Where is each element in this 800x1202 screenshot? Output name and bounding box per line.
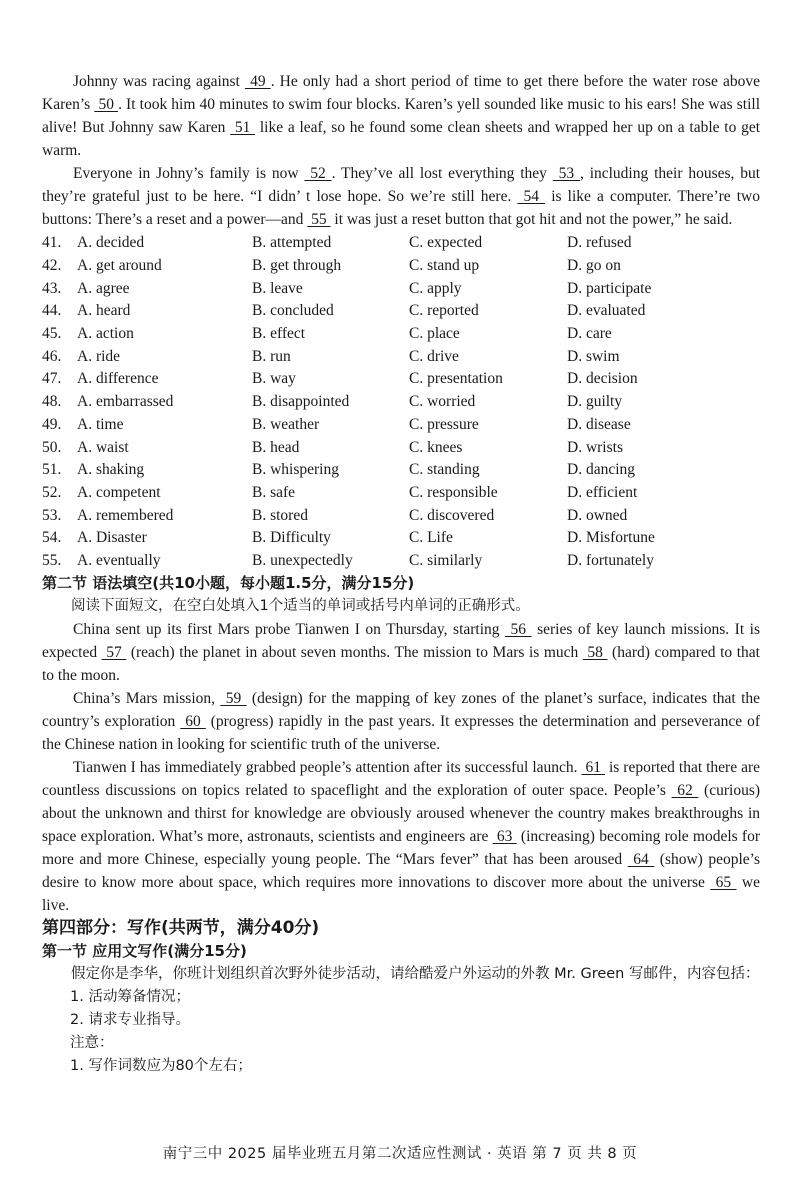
passage-paragraph-family: Everyone in Johny’s family is now 52 . They’ve all lost everything they 53 , including their houses, but they’re grateful just to be here. “I didn’ t lose hope. So we’re still here. 54 is like a computer. There’re two buttons: There’s a reset and a power—and 55 it was just a reset button that got hit and not the power,” he said. [42, 165, 761, 228]
option-d: D. decision [567, 370, 638, 388]
option-a: A. agree [77, 279, 130, 297]
grammar-paragraph-2: China’s Mars mission, 59 (design) for the mapping of key zones of the planet’s surface, indicates that the country’s exploration 60 (progress) rapidly in the past years. It expresses the determination and perseverance of the Chinese nation in looking for scientific truth of the universe. [42, 690, 761, 754]
option-row [42, 300, 757, 323]
option-a: A. time [77, 415, 124, 433]
blank-61: 61 [581, 759, 605, 777]
option-a: A. ride [77, 347, 121, 365]
option-b: B. head [252, 438, 300, 456]
option-b: B. run [252, 347, 291, 365]
option-d: D. go on [567, 257, 621, 275]
option-a: A. get around [77, 257, 162, 275]
question-number: 52. [42, 483, 62, 501]
option-c: C. knees [409, 438, 463, 456]
blank-54: 54 [517, 188, 546, 205]
option-d: D. care [567, 325, 612, 343]
option-row [42, 255, 757, 278]
blank-57: 57 [101, 644, 127, 662]
grammar-paragraph-3: Tianwen I has immediately grabbed people’s attention after its successful launch. 61 is reported that there are countless discussions on topics related to spaceflight and the exploration of outer space. People’s 62 (curious) about the unknown and thirst for knowledge are obviously aroused whenever the country makes breakthroughs in space exploration. What’s more, astronauts, scientists and engineers are 63 (increasing) becoming role models for more and more Chinese, especially young people. The “Mars fever” that has been aroused 64 (show) people’s desire to know more about space, which requires more innovations to discover more about the universe 65 we live. [42, 759, 761, 915]
option-d: D. wrists [567, 438, 623, 456]
option-a: A. difference [77, 370, 159, 388]
page-content [42, 70, 760, 1078]
option-d: D. guilty [567, 393, 623, 411]
question-number: 46. [42, 347, 62, 365]
option-d: D. Misfortune [567, 529, 655, 547]
blank-53: 53 [552, 165, 580, 182]
option-c: C. pressure [409, 415, 479, 433]
option-b: B. way [252, 370, 296, 388]
part4-heading: 第四部分：写作(共两节，满分40分) [42, 918, 320, 939]
option-d: D. swim [567, 347, 620, 365]
section2-instruction: 阅读下面短文，在空白处填入1个适当的单词或括号内单词的正确形式。 [71, 598, 530, 615]
question-number: 44. [42, 302, 62, 320]
option-row [42, 368, 757, 391]
option-b: B. disappointed [252, 393, 350, 411]
option-a: A. remembered [77, 506, 174, 524]
option-row [42, 323, 757, 346]
question-number: 42. [42, 257, 62, 275]
blank-52: 52 [304, 165, 332, 182]
writing-prompt: 假定你是李华，你班计划组织首次野外徒步活动，请给酷爱户外运动的外教 Mr. Green 写邮件，内容包括： [71, 966, 760, 983]
question-number: 54. [42, 529, 62, 547]
blank-62: 62 [671, 782, 699, 800]
option-row [42, 436, 757, 459]
writing-item-2: 2. 请求专业指导。 [70, 1012, 190, 1029]
option-a: A. shaking [77, 461, 145, 479]
option-c: C. drive [409, 347, 459, 365]
option-row [42, 482, 757, 505]
option-c: C. Life [409, 529, 453, 547]
option-a: A. action [77, 325, 134, 343]
question-number: 45. [42, 325, 62, 343]
option-b: B. unexpectedly [252, 551, 353, 569]
option-d: D. disease [567, 415, 631, 433]
blank-56: 56 [505, 621, 532, 639]
writing-item-1: 1. 活动筹备情况； [70, 989, 190, 1006]
question-number: 55. [42, 551, 62, 569]
option-a: A. competent [77, 483, 161, 501]
option-d: D. fortunately [567, 551, 654, 569]
option-row [42, 345, 757, 368]
blank-59: 59 [220, 690, 247, 708]
option-b: B. Difficulty [252, 529, 331, 547]
option-row [42, 232, 757, 255]
option-c: C. standing [409, 461, 480, 479]
grammar-paragraph-1: China sent up its first Mars probe Tianwen I on Thursday, starting 56 series of key launch missions. It is expected 57 (reach) the planet in about seven months. The mission to Mars is much 58 (hard) compared to that to the moon. [42, 621, 760, 685]
option-row [42, 550, 757, 573]
blank-55: 55 [307, 211, 331, 228]
blank-50: 50 [94, 96, 119, 113]
option-c: C. similarly [409, 551, 483, 569]
option-a: A. Disaster [77, 529, 147, 547]
option-b: B. attempted [252, 234, 332, 252]
option-c: C. responsible [409, 483, 498, 501]
option-d: D. efficient [567, 483, 638, 501]
blank-58: 58 [582, 644, 608, 662]
section2-heading: 第二节 语法填空(共10小题，每小题1.5分，满分15分) [42, 574, 415, 593]
question-number: 49. [42, 415, 62, 433]
option-b: B. stored [252, 506, 308, 524]
option-c: C. place [409, 325, 460, 343]
option-b: B. weather [252, 415, 320, 433]
writing-note-label: 注意： [70, 1035, 114, 1052]
option-row [42, 527, 757, 550]
option-a: A. eventually [77, 551, 161, 569]
question-number: 53. [42, 506, 62, 524]
part4-section1-heading: 第一节 应用文写作(满分15分) [42, 942, 247, 961]
option-row [42, 504, 757, 527]
option-b: B. leave [252, 279, 303, 297]
option-a: A. waist [77, 438, 129, 456]
option-row [42, 459, 757, 482]
option-b: B. concluded [252, 302, 334, 320]
option-c: C. presentation [409, 370, 503, 388]
option-c: C. expected [409, 234, 483, 252]
option-c: C. worried [409, 393, 476, 411]
blank-51: 51 [230, 119, 256, 136]
option-d: D. participate [567, 279, 652, 297]
question-number: 43. [42, 279, 62, 297]
page-footer: 南宁三中 2025 届毕业班五月第二次适应性测试 · 英语 第 7 页 共 8 页 [162, 1146, 638, 1162]
option-c: C. discovered [409, 506, 495, 524]
blank-63: 63 [492, 828, 517, 846]
question-number: 50. [42, 438, 62, 456]
option-d: D. owned [567, 506, 628, 524]
question-number: 51. [42, 461, 62, 479]
options-table [42, 232, 757, 572]
question-number: 48. [42, 393, 62, 411]
option-b: B. effect [252, 325, 306, 343]
blank-64: 64 [627, 851, 655, 869]
writing-note-1: 1. 写作词数应为80个左右； [70, 1058, 252, 1075]
blank-49: 49 [244, 73, 271, 90]
question-number: 47. [42, 370, 62, 388]
option-a: A. decided [77, 234, 145, 252]
option-a: A. heard [77, 302, 131, 320]
option-a: A. embarrassed [77, 393, 174, 411]
option-d: D. evaluated [567, 302, 646, 320]
blank-60: 60 [180, 713, 206, 731]
option-row [42, 414, 757, 437]
option-b: B. whispering [252, 461, 339, 479]
option-row [42, 277, 757, 300]
option-c: C. stand up [409, 257, 480, 275]
option-d: D. refused [567, 234, 632, 252]
option-row [42, 391, 757, 414]
passage-paragraph-johnny: Johnny was racing against 49 . He only had a short period of time to get there before the water rose above Karen’s 50 . It took him 40 minutes to swim four blocks. Karen’s yell sounded like music to his ears! She was still alive! But Johnny saw Karen 51 like a leaf, so he found some clean sheets and wrapped her up on a table to get warm. [42, 73, 761, 159]
option-b: B. get through [252, 257, 342, 275]
blank-65: 65 [710, 874, 737, 892]
question-number: 41. [42, 234, 62, 252]
option-b: B. safe [252, 483, 296, 501]
option-c: C. reported [409, 302, 479, 320]
option-c: C. apply [409, 279, 462, 297]
option-d: D. dancing [567, 461, 636, 479]
